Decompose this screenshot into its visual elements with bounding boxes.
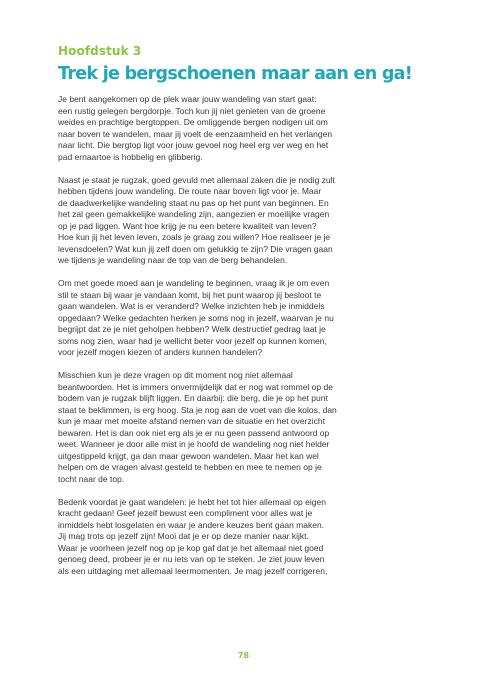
text-line: soms nog zien, waar had je wellicht beter voor jezelf op kunnen komen, (58, 335, 327, 346)
text-line: bodem van je rugzak blijft liggen. En daarbij: die berg, die je op het punt (58, 393, 328, 403)
text-line: bewaren. Het is dan ook niet erg als je er nu geen passend antwoord op (58, 427, 330, 438)
text-line: hebben tijdens jouw wandeling. De route naar boven ligt voor je. Maar (58, 186, 322, 196)
text-line: genoeg deed, probeer je er nu iets van op te steken. Je ziet jouw leven (58, 554, 325, 564)
text-line: kracht gedaan! Geef jezelf bewust een compliment voor alles wat je (58, 508, 313, 518)
text-line: naar licht. Die bergtop ligt voor jouw gevoel nog heel erg ver weg en het (58, 140, 329, 150)
text-line: uitgestippeld krijgt, ga dan maar gewoon wandelen. Maar het kan wel (58, 450, 319, 461)
page-number: 78 (237, 651, 250, 660)
chapter-label: Hoofdstuk 3 (58, 44, 142, 58)
text-line: Naast je staat je rugzak, goed gevuld met allemaal zaken die je nodig zult (58, 174, 335, 185)
text-line: staat te beklimmen, is erg hoog. Sta je nog aan de voet van die kolos, dan (58, 404, 337, 415)
text-line: Jij mag trots op jezelf zijn! Mooi dat je er op deze manier naar kijkt. (58, 531, 309, 541)
body-text (58, 94, 406, 577)
paragraph (58, 175, 406, 267)
chapter-title: Trek je bergschoenen maar aan en ga! (58, 64, 413, 84)
text-line: als een uitdaging met allemaal leermomenten. Je mag jezelf corrigeren, (58, 565, 328, 576)
text-line: kun je maar met moeite afstand nemen van de situatie en het overzicht (58, 416, 325, 426)
text-line: weides en prachtige bergtoppen. De omliggende bergen nodigen uit om (58, 117, 328, 127)
text-line: tocht naar de top. (58, 473, 125, 484)
text-line: opgedaan? Welke gedachten herken je soms nog in jezelf, waarvan je nu (58, 312, 334, 323)
text-line: stil te staan bij waar je vandaan komt, bij het punt waarop jij besloot te (58, 289, 322, 300)
text-line: Om met goede moed aan je wandeling te beginnen, vraag ik je om even (58, 278, 330, 288)
text-line: inmiddels hebt losgelaten en waar je andere keuzes bent gaan maken. (58, 519, 325, 530)
text-line: Je bent aangekomen op de plek waar jouw wandeling van start gaat: (58, 94, 317, 104)
text-line: Misschien kun je deze vragen op dit moment nog niet allemaal (58, 370, 293, 380)
text-line: naar boven te wandelen, maar jij voelt de eenzaamheid en het verlangen (58, 128, 333, 139)
paragraph (58, 94, 406, 163)
text-line: weet. Wanneer je door alle mist in je hoofd de wandeling nog niet helder (58, 439, 330, 449)
text-line: begrijpt dat ze je niet geholpen hebben? Welk destructief gedrag laat je (58, 324, 326, 334)
text-line: het zal geen gemakkelijke wandeling zijn, aangezien er moeilijke vragen (58, 209, 330, 219)
text-line: gaan wandelen. Wat is er veranderd? Welke inzichten heb je inmiddels (58, 301, 325, 311)
text-line: een rustig gelegen bergdorpje. Toch kun jij niet genieten van de groene (58, 105, 326, 116)
text-line: beantwoorden. Het is immers onvermijdelijk dat er nog wat rommel op de (58, 381, 333, 392)
text-line: Bedenk voordat je gaat wandelen: je hebt het tot hier allemaal op eigen (58, 496, 326, 507)
text-line: Waar je voorheen jezelf nog op je kop gaf dat je het allemaal niet goed (58, 542, 324, 553)
text-line: helpen om de vragen alvast gesteld te hebben en mee te nemen op je (58, 462, 322, 472)
paragraph (58, 278, 406, 359)
text-line: Hoe kun jij het leven leven, zoals je graag zou willen? Hoe realiseer je je (58, 232, 331, 242)
text-line: voor jezelf mogen kiezen of anders kunnen handelen? (58, 347, 263, 357)
paragraph (58, 370, 406, 485)
text-line: op je pad liggen. Want hoe krijg je nu een betere kwaliteit van leven? (58, 220, 317, 231)
page-content (58, 44, 413, 589)
text-line: pad ernaartoe is hobbelig en glibberig. (58, 151, 203, 162)
text-line: de daadwerkelijke wandeling staat nu pas op het punt van beginnen. En (58, 197, 329, 208)
text-line: we tijdens je wandeling naar de top van de berg behandelen. (58, 255, 288, 265)
text-line: levensdoelen? Wat kun jij zelf doen om gelukkig te zijn? Die vragen gaan (58, 243, 333, 254)
paragraph (58, 497, 406, 578)
